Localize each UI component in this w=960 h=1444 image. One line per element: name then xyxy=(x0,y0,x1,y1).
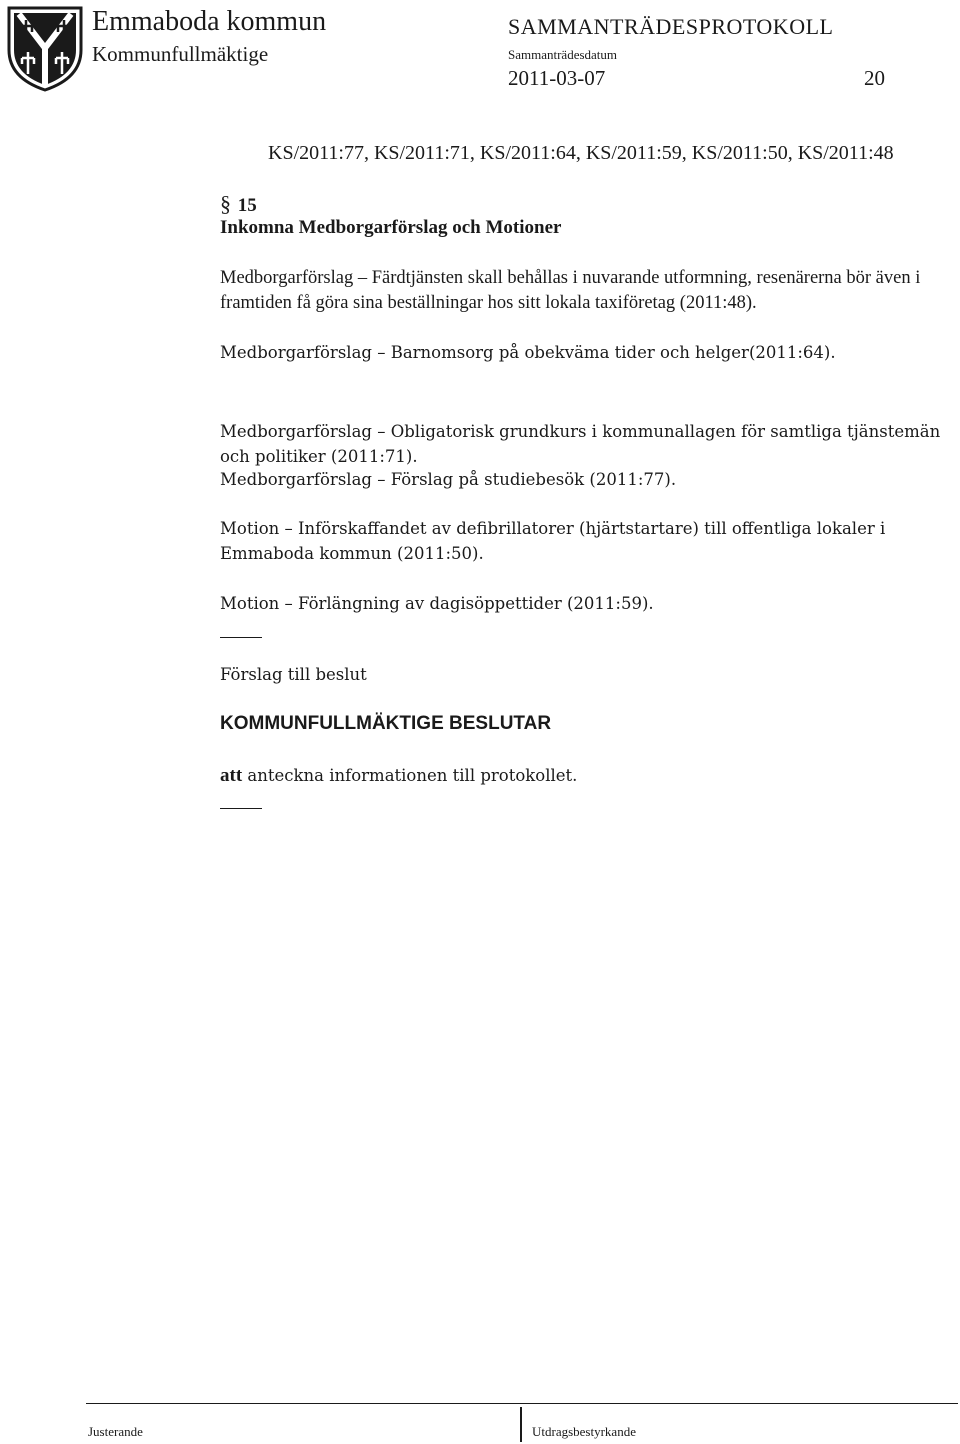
section-number xyxy=(220,191,257,217)
paragraph: Medborgarförslag – Obligatorisk grundkurs i kommunallagen för samtliga tjänstemän och politiker (2011:71). xyxy=(220,422,941,466)
paragraph: Motion – Förlängning av dagisöppettider (2011:59). xyxy=(220,594,654,613)
council-name: Kommunfullmäktige xyxy=(92,42,269,66)
paragraph: Medborgarförslag – Färdtjänsten skall behållas i nuvarande utformning, resenärerna bör även i framtiden få göra sina beställningar hos sitt lokala taxiföretag (2011:48). xyxy=(220,268,921,313)
decision-keyword: att xyxy=(220,765,243,786)
section-symbol: § xyxy=(220,191,231,216)
decision-text xyxy=(220,765,577,787)
paragraph: Medborgarförslag – Barnomsorg på obekväma tider och helger(2011:64). xyxy=(220,343,836,362)
footer-line xyxy=(86,1403,958,1404)
end-divider xyxy=(220,808,262,809)
paragraph: Medborgarförslag – Förslag på studiebesök (2011:77). xyxy=(220,470,677,489)
section-title: Inkomna Medborgarförslag och Motioner xyxy=(220,217,562,238)
decision-heading: KOMMUNFULLMÄKTIGE BESLUTAR xyxy=(220,713,552,734)
justerande-label: Justerande xyxy=(88,1424,143,1439)
page-number: 20 xyxy=(864,66,885,90)
meeting-date-label: Sammanträdesdatum xyxy=(508,47,618,62)
footer-divider xyxy=(520,1407,522,1442)
section-divider xyxy=(220,637,262,638)
municipality-name: Emmaboda kommun xyxy=(92,6,327,37)
utdragsbestyrkande-label: Utdragsbestyrkande xyxy=(532,1424,636,1439)
coat-of-arms-icon xyxy=(6,6,84,92)
paragraph: Motion – Införskaffandet av defibrillatorer (hjärtstartare) till offentliga lokaler i Emmaboda kommun (2011:50). xyxy=(220,519,886,563)
proposal-label: Förslag till beslut xyxy=(220,665,367,684)
section-number-value: 15 xyxy=(237,195,257,216)
meeting-date: 2011-03-07 xyxy=(508,66,606,90)
case-references: KS/2011:77, KS/2011:71, KS/2011:64, KS/2011:59, KS/2011:50, KS/2011:48 xyxy=(268,142,894,164)
document-type: SAMMANTRÄDESPROTOKOLL xyxy=(508,14,834,39)
decision-body: anteckna informationen till protokollet. xyxy=(247,766,578,785)
